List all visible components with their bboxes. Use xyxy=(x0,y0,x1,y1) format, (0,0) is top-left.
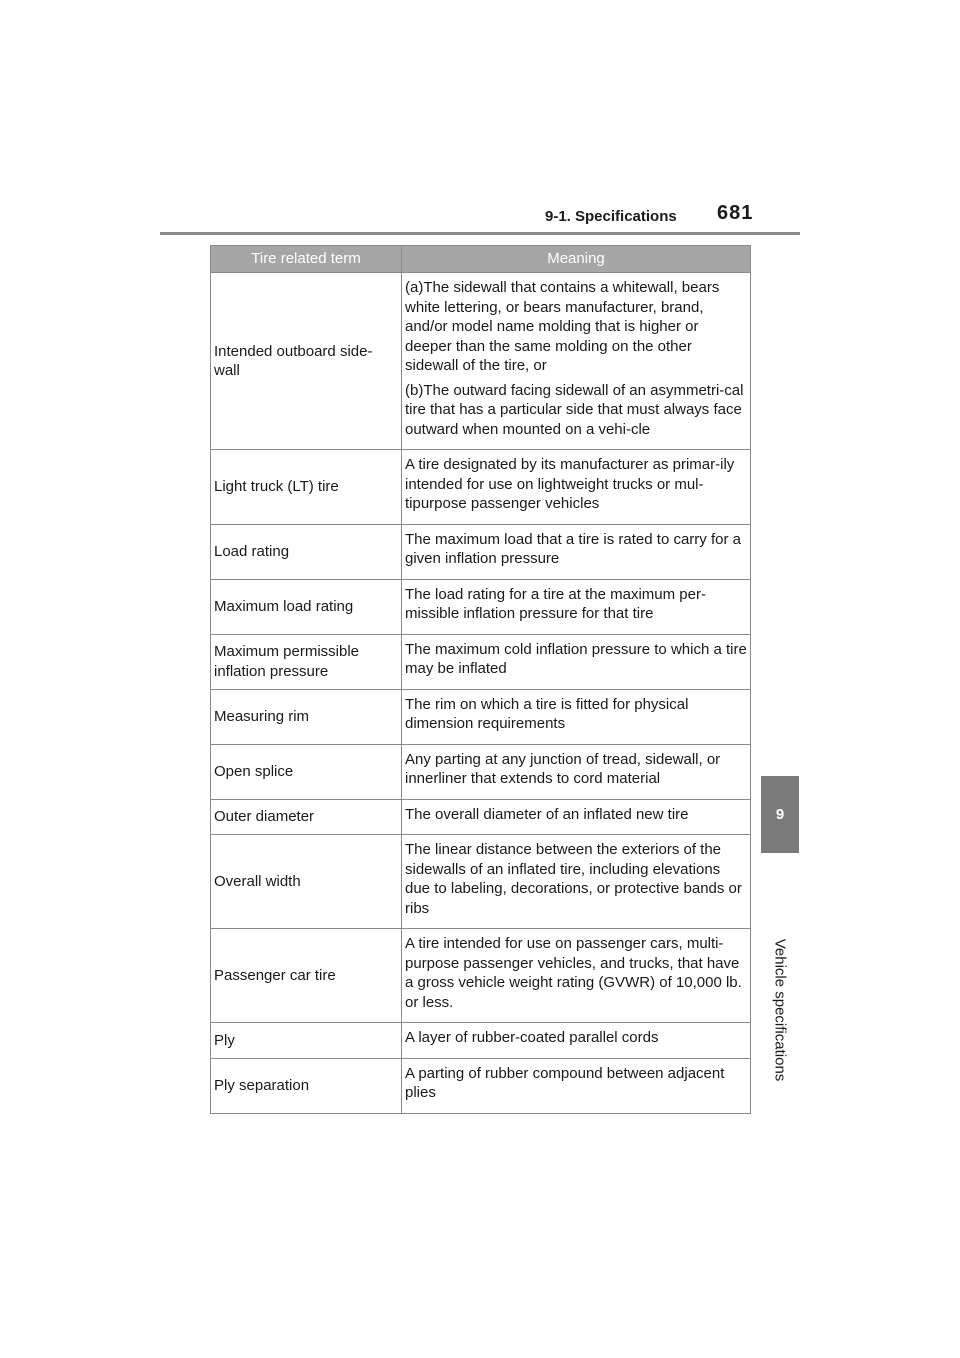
meaning-cell xyxy=(402,273,751,450)
term-cell: Overall width xyxy=(211,835,402,929)
meaning-text: (a)The sidewall that contains a whitewall, bears white lettering, or bears manufacturer, brand, and/or model name molding that is higher or deeper than the same molding on the other sidewall of the tire, or xyxy=(405,279,720,374)
meaning-text: A layer of rubber-coated parallel cords xyxy=(405,1029,659,1046)
meaning-cell xyxy=(402,1023,751,1059)
meaning-cell xyxy=(402,744,751,799)
term-cell: Intended outboard side-wall xyxy=(211,273,402,450)
meaning-cell xyxy=(402,1058,751,1113)
meaning-text: The maximum load that a tire is rated to carry for a given inflation pressure xyxy=(405,530,741,567)
term-cell: Ply xyxy=(211,1023,402,1059)
table-row xyxy=(211,579,751,634)
column-header-meaning: Meaning xyxy=(402,246,751,273)
meaning-text: The maximum cold inflation pressure to which a tire may be inflated xyxy=(405,640,747,677)
term-cell: Maximum permissible inflation pressure xyxy=(211,634,402,689)
meaning-text: A tire designated by its manufacturer as primar-ily intended for use on lightweight trucks or mul-tipurpose passenger vehicles xyxy=(405,456,735,512)
meaning-text: The overall diameter of an inflated new tire xyxy=(405,805,689,823)
meaning-text: (b)The outward facing sidewall of an asymmetri-cal tire that has a particular side that must always face outward when mounted on a vehi-cle xyxy=(405,381,744,438)
table-row xyxy=(211,835,751,929)
term-cell: Outer diameter xyxy=(211,799,402,835)
meaning-text: The rim on which a tire is fitted for physical dimension requirements xyxy=(405,695,689,732)
table-row xyxy=(211,273,751,450)
meaning-cell xyxy=(402,689,751,744)
meaning-text: A tire intended for use on passenger cars, multi-purpose passenger vehicles, and trucks, that have a gross vehicle weight rating (GVWR) of 10,000 lb. or less. xyxy=(405,935,742,1011)
meaning-cell xyxy=(402,579,751,634)
table-row xyxy=(211,744,751,799)
table-header-row xyxy=(211,246,751,273)
term-cell: Ply separation xyxy=(211,1058,402,1113)
meaning-cell xyxy=(402,524,751,579)
meaning-cell xyxy=(402,929,751,1023)
table-row xyxy=(211,524,751,579)
term-cell: Open splice xyxy=(211,744,402,799)
meaning-cell xyxy=(402,835,751,929)
meaning-text: The linear distance between the exteriors of the sidewalls of an inflated tire, including elevations due to labeling, decorations, or protective bands or ribs xyxy=(405,841,742,917)
meaning-cell xyxy=(402,450,751,525)
term-cell: Load rating xyxy=(211,524,402,579)
table-row xyxy=(211,929,751,1023)
meaning-cell xyxy=(402,799,751,835)
term-cell: Maximum load rating xyxy=(211,579,402,634)
table-row xyxy=(211,1023,751,1059)
tire-terms-table xyxy=(210,245,751,1114)
term-cell: Measuring rim xyxy=(211,689,402,744)
meaning-text: The load rating for a tire at the maximum per-missible inflation pressure for that tire xyxy=(405,585,706,622)
page-number: 681 xyxy=(717,202,754,224)
chapter-tab: 9 xyxy=(761,776,799,853)
table-row xyxy=(211,450,751,525)
table-row xyxy=(211,799,751,835)
chapter-title: Vehicle specifications xyxy=(771,938,789,1082)
table-row xyxy=(211,1058,751,1113)
table-row xyxy=(211,634,751,689)
term-cell: Passenger car tire xyxy=(211,929,402,1023)
term-cell: Light truck (LT) tire xyxy=(211,450,402,525)
meaning-text: Any parting at any junction of tread, sidewall, or innerliner that extends to cord material xyxy=(405,750,721,787)
table-row xyxy=(211,689,751,744)
meaning-text: A parting of rubber compound between adjacent plies xyxy=(405,1064,725,1101)
section-title: 9-1. Specifications xyxy=(545,208,677,225)
header-divider xyxy=(160,232,800,235)
column-header-term: Tire related term xyxy=(211,246,402,273)
meaning-cell xyxy=(402,634,751,689)
